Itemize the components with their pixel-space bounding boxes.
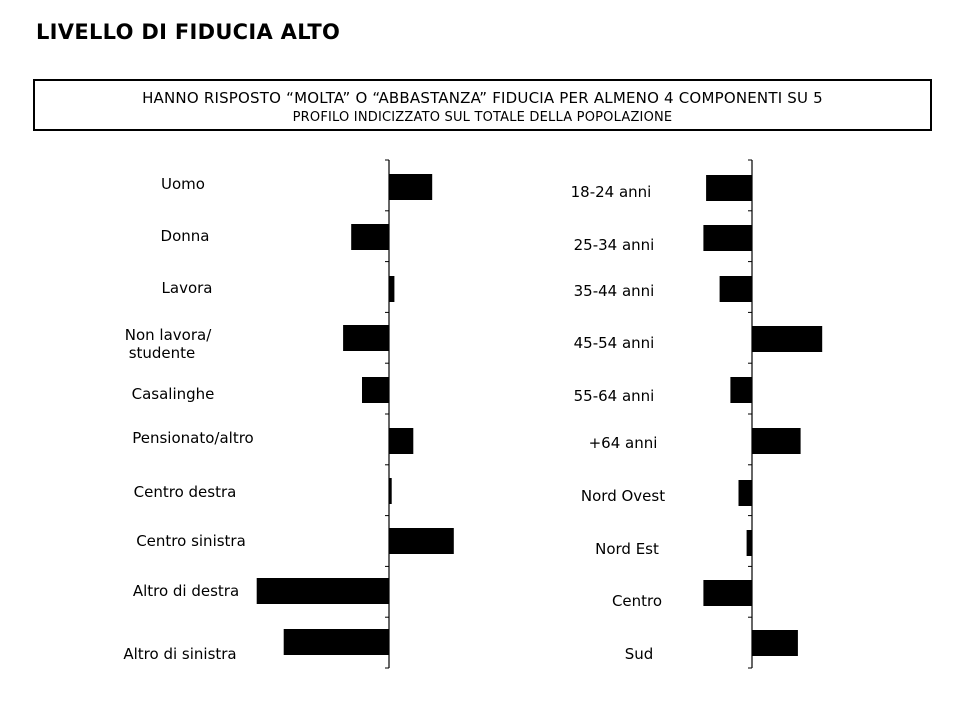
page-title: LIVELLO DI FIDUCIA ALTO [36, 20, 341, 44]
bar-1-4 [343, 325, 389, 351]
category-label: 25-34 anni [573, 236, 655, 254]
bar-1-5 [362, 377, 389, 403]
category-label: 45-54 anni [573, 334, 655, 352]
category-label: 55-64 anni [573, 387, 655, 405]
category-label: Altro di destra [132, 582, 240, 600]
category-label: Pensionato/altro [132, 429, 254, 447]
bar-panel-1 [123, 160, 453, 668]
bar-2-5 [730, 377, 752, 403]
category-label: +64 anni [588, 434, 658, 452]
category-label: Lavora [161, 279, 213, 297]
category-label: Donna [160, 227, 210, 245]
bar-2-1 [706, 175, 752, 201]
category-label: Casalinghe [131, 385, 215, 403]
subtitle-line-2: PROFILO INDICIZZATO SUL TOTALE DELLA POPOLAZIONE [292, 110, 673, 125]
category-label: studente [128, 344, 196, 362]
category-label: 35-44 anni [573, 282, 655, 300]
category-label: Nord Est [595, 540, 659, 558]
category-label: Altro di sinistra [123, 645, 237, 663]
bar-1-10 [284, 629, 389, 655]
category-label: 18-24 anni [570, 183, 652, 201]
bar-1-8 [389, 528, 454, 554]
category-label: Non lavora/ [124, 326, 212, 344]
bar-2-2 [703, 225, 752, 251]
bar-2-3 [720, 276, 752, 302]
category-label: Centro sinistra [136, 532, 246, 550]
category-label: Centro destra [133, 483, 237, 501]
bar-1-2 [351, 224, 389, 250]
subtitle-line-1: HANNO RISPOSTO “MOLTA” O “ABBASTANZA” FIDUCIA PER ALMENO 4 COMPONENTI SU 5 [142, 89, 823, 107]
bar-panel-2 [571, 160, 823, 668]
bar-2-8 [747, 530, 752, 556]
bar-1-9 [257, 578, 389, 604]
bar-2-9 [703, 580, 752, 606]
bar-1-6 [389, 428, 413, 454]
bar-1-3 [389, 276, 394, 302]
bar-2-10 [752, 630, 798, 656]
bar-1-7 [389, 478, 392, 504]
bar-1-1 [389, 174, 432, 200]
bar-2-6 [752, 428, 801, 454]
bar-2-4 [752, 326, 822, 352]
category-label: Nord Ovest [580, 487, 666, 505]
category-label: Centro [611, 592, 663, 610]
category-label: Sud [624, 645, 654, 663]
category-label: Uomo [161, 175, 205, 193]
bar-2-7 [739, 480, 753, 506]
